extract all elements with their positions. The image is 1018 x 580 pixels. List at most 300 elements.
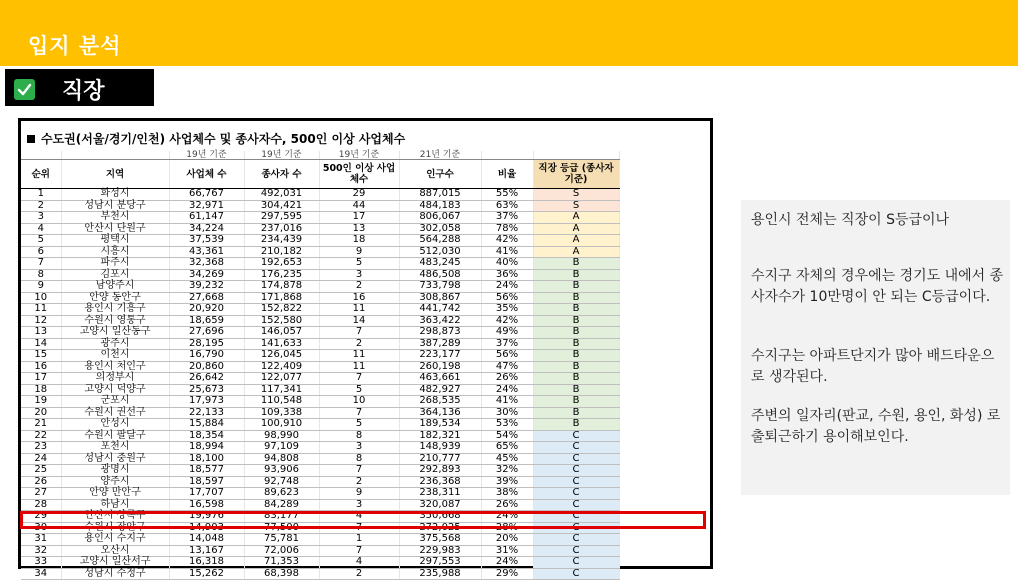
grade-cell: C bbox=[533, 522, 619, 534]
basis-cell bbox=[21, 151, 61, 160]
table-cell: 하남시 bbox=[61, 499, 169, 511]
table-cell: 21 bbox=[21, 419, 61, 431]
table-cell: 189,534 bbox=[399, 419, 481, 431]
table-cell: 4 bbox=[21, 223, 61, 235]
table-cell: 34,224 bbox=[169, 223, 244, 235]
table-cell: 13,167 bbox=[169, 545, 244, 557]
table-cell: 28% bbox=[481, 522, 533, 534]
table-cell: 223,177 bbox=[399, 350, 481, 362]
table-cell: 11 bbox=[319, 304, 399, 316]
table-cell: 37% bbox=[481, 212, 533, 224]
table-cell: 2 bbox=[319, 568, 399, 580]
table-cell: 20,920 bbox=[169, 304, 244, 316]
checkbox-icon bbox=[14, 79, 35, 100]
table-cell: 4 bbox=[319, 557, 399, 569]
table-row bbox=[21, 407, 619, 419]
table-cell: 성남시 중원구 bbox=[61, 453, 169, 465]
table-cell: 16 bbox=[21, 361, 61, 373]
table-cell: 97,109 bbox=[244, 442, 319, 454]
table-cell: 887,015 bbox=[399, 189, 481, 201]
table-cell: 28 bbox=[21, 499, 61, 511]
table-cell: 364,136 bbox=[399, 407, 481, 419]
table-cell: 26% bbox=[481, 499, 533, 511]
table-cell: 41% bbox=[481, 396, 533, 408]
table-cell: 27,668 bbox=[169, 292, 244, 304]
table-cell: 56% bbox=[481, 292, 533, 304]
table-cell: 30% bbox=[481, 407, 533, 419]
table-row bbox=[21, 419, 619, 431]
table-cell: 9 bbox=[319, 488, 399, 500]
table-row bbox=[21, 499, 619, 511]
table-cell: 9 bbox=[319, 246, 399, 258]
table-row bbox=[21, 534, 619, 546]
basis-cell bbox=[533, 151, 619, 160]
grade-cell: C bbox=[533, 499, 619, 511]
table-cell: 68,398 bbox=[244, 568, 319, 580]
table-cell: 117,341 bbox=[244, 384, 319, 396]
table-cell: 2 bbox=[319, 281, 399, 293]
table-cell: 28,195 bbox=[169, 338, 244, 350]
column-header: 종사자 수 bbox=[244, 160, 319, 189]
column-header: 인구수 bbox=[399, 160, 481, 189]
header-row bbox=[21, 160, 619, 189]
table-cell: 18,659 bbox=[169, 315, 244, 327]
grade-cell: B bbox=[533, 361, 619, 373]
table-cell: 292,893 bbox=[399, 465, 481, 477]
table-row bbox=[21, 315, 619, 327]
table-cell: 31 bbox=[21, 534, 61, 546]
table-cell: 61,147 bbox=[169, 212, 244, 224]
table-cell: 17 bbox=[21, 373, 61, 385]
table-cell: 32,971 bbox=[169, 200, 244, 212]
table-cell: 268,535 bbox=[399, 396, 481, 408]
table-cell: 양주시 bbox=[61, 476, 169, 488]
table-cell: 15 bbox=[21, 350, 61, 362]
column-header: 사업체 수 bbox=[169, 160, 244, 189]
table-cell: 18 bbox=[319, 235, 399, 247]
table-cell: 89,623 bbox=[244, 488, 319, 500]
table-cell: 32% bbox=[481, 465, 533, 477]
table-row bbox=[21, 568, 619, 580]
table-cell: 806,067 bbox=[399, 212, 481, 224]
table-cell: 17,707 bbox=[169, 488, 244, 500]
table-cell: 8 bbox=[21, 269, 61, 281]
table-cell: 39,232 bbox=[169, 281, 244, 293]
table-cell: 15,262 bbox=[169, 568, 244, 580]
table-cell: 512,030 bbox=[399, 246, 481, 258]
column-header: 직장 등급 (종사자 기준) bbox=[533, 160, 619, 189]
table-cell: 45% bbox=[481, 453, 533, 465]
table-row bbox=[21, 453, 619, 465]
column-header: 비율 bbox=[481, 160, 533, 189]
table-cell: 안양 동안구 bbox=[61, 292, 169, 304]
grade-cell: B bbox=[533, 419, 619, 431]
table-cell: 10 bbox=[319, 396, 399, 408]
table-cell: 387,289 bbox=[399, 338, 481, 350]
table-cell: 18,994 bbox=[169, 442, 244, 454]
table-cell: 63% bbox=[481, 200, 533, 212]
table-cell: 수원시 팔달구 bbox=[61, 430, 169, 442]
table-row bbox=[21, 373, 619, 385]
table-cell: 5 bbox=[319, 419, 399, 431]
grade-cell: C bbox=[533, 488, 619, 500]
table-cell: 42% bbox=[481, 315, 533, 327]
table-cell: 32 bbox=[21, 545, 61, 557]
header-bar bbox=[0, 0, 1018, 66]
table-cell: 31% bbox=[481, 545, 533, 557]
basis-cell: 19년 기준 bbox=[319, 151, 399, 160]
grade-cell: B bbox=[533, 258, 619, 270]
table-cell: 109,338 bbox=[244, 407, 319, 419]
table-cell: 수원시 영통구 bbox=[61, 315, 169, 327]
table-cell: 20 bbox=[21, 407, 61, 419]
table-cell: 2 bbox=[21, 200, 61, 212]
grade-cell: B bbox=[533, 281, 619, 293]
table-row bbox=[21, 200, 619, 212]
table-cell: 18,577 bbox=[169, 465, 244, 477]
table-cell: 29% bbox=[481, 568, 533, 580]
table-cell: 297,595 bbox=[244, 212, 319, 224]
table-cell: 29 bbox=[319, 189, 399, 201]
grade-cell: C bbox=[533, 476, 619, 488]
table-cell: 41% bbox=[481, 246, 533, 258]
grade-cell: A bbox=[533, 235, 619, 247]
table-cell: 3 bbox=[319, 442, 399, 454]
table-cell: 4 bbox=[319, 511, 399, 523]
column-header: 순위 bbox=[21, 160, 61, 189]
table-cell: 6 bbox=[21, 246, 61, 258]
table-cell: 43,361 bbox=[169, 246, 244, 258]
table-cell: 2 bbox=[319, 338, 399, 350]
table-cell: 광명시 bbox=[61, 465, 169, 477]
table-cell: 492,031 bbox=[244, 189, 319, 201]
table-cell: 14 bbox=[21, 338, 61, 350]
table-cell: 수원시 장안구 bbox=[61, 522, 169, 534]
table-cell: 16,318 bbox=[169, 557, 244, 569]
table-row bbox=[21, 327, 619, 339]
table-cell: 77,500 bbox=[244, 522, 319, 534]
table-cell: 24% bbox=[481, 281, 533, 293]
column-header: 500인 이상 사업체수 bbox=[319, 160, 399, 189]
table-cell: 1 bbox=[21, 189, 61, 201]
basis-cell: 19년 기준 bbox=[169, 151, 244, 160]
table-cell: 482,927 bbox=[399, 384, 481, 396]
table-cell: 192,653 bbox=[244, 258, 319, 270]
table-cell: 평택시 bbox=[61, 235, 169, 247]
grade-cell: B bbox=[533, 315, 619, 327]
table-cell: 안성시 bbox=[61, 419, 169, 431]
table-cell: 수원시 권선구 bbox=[61, 407, 169, 419]
table-cell: 16,598 bbox=[169, 499, 244, 511]
table-cell: 7 bbox=[319, 545, 399, 557]
table-cell: 35% bbox=[481, 304, 533, 316]
table-cell: 37,539 bbox=[169, 235, 244, 247]
table-row bbox=[21, 488, 619, 500]
table-cell: 안산시 단원구 bbox=[61, 223, 169, 235]
table-cell: 18,597 bbox=[169, 476, 244, 488]
table-cell: 용인시 기흥구 bbox=[61, 304, 169, 316]
note-paragraph-3: 수지구는 아파트단지가 많아 배드타운으로 생각된다. bbox=[751, 348, 995, 385]
table-cell: 71,353 bbox=[244, 557, 319, 569]
table-cell: 38% bbox=[481, 488, 533, 500]
grade-cell: A bbox=[533, 212, 619, 224]
grade-cell: B bbox=[533, 373, 619, 385]
grade-cell: C bbox=[533, 568, 619, 580]
table-cell: 210,777 bbox=[399, 453, 481, 465]
basis-cell bbox=[61, 151, 169, 160]
table-cell: 용인시 수지구 bbox=[61, 534, 169, 546]
table-cell: 17,973 bbox=[169, 396, 244, 408]
grade-cell: C bbox=[533, 453, 619, 465]
table-cell: 24 bbox=[21, 453, 61, 465]
table-cell: 350,668 bbox=[399, 511, 481, 523]
table-row bbox=[21, 545, 619, 557]
table-cell: 김포시 bbox=[61, 269, 169, 281]
table-cell: 94,808 bbox=[244, 453, 319, 465]
table-cell: 의정부시 bbox=[61, 373, 169, 385]
table-cell: 24% bbox=[481, 557, 533, 569]
table-cell: 260,198 bbox=[399, 361, 481, 373]
table-row bbox=[21, 557, 619, 569]
grade-cell: S bbox=[533, 200, 619, 212]
table-cell: 14,903 bbox=[169, 522, 244, 534]
table-cell: 83,177 bbox=[244, 511, 319, 523]
table-cell: 92,748 bbox=[244, 476, 319, 488]
table-cell: 302,058 bbox=[399, 223, 481, 235]
table-cell: 25,673 bbox=[169, 384, 244, 396]
table-cell: 20,860 bbox=[169, 361, 244, 373]
grade-cell: B bbox=[533, 338, 619, 350]
table-cell: 229,983 bbox=[399, 545, 481, 557]
grade-cell: B bbox=[533, 384, 619, 396]
table-row bbox=[21, 269, 619, 281]
table-cell: 122,409 bbox=[244, 361, 319, 373]
table-row bbox=[21, 350, 619, 362]
table-title: 수도권(서울/경기/인천) 사업체수 및 종사자수, 500인 이상 사업체수 bbox=[27, 130, 405, 147]
table-cell: 72,006 bbox=[244, 545, 319, 557]
table-cell: 9 bbox=[21, 281, 61, 293]
table-cell: 65% bbox=[481, 442, 533, 454]
table-cell: 18,354 bbox=[169, 430, 244, 442]
table-cell: 176,235 bbox=[244, 269, 319, 281]
section-title: 직장 bbox=[62, 79, 105, 104]
basis-cell: 19년 기준 bbox=[244, 151, 319, 160]
table-cell: 16,790 bbox=[169, 350, 244, 362]
table-cell: 11 bbox=[21, 304, 61, 316]
table-cell: 17 bbox=[319, 212, 399, 224]
table-cell: 308,867 bbox=[399, 292, 481, 304]
table-cell: 3 bbox=[21, 212, 61, 224]
table-cell: 375,568 bbox=[399, 534, 481, 546]
table-cell: 5 bbox=[21, 235, 61, 247]
table-cell: 210,182 bbox=[244, 246, 319, 258]
table-cell: 441,742 bbox=[399, 304, 481, 316]
table-cell: 용인시 처인구 bbox=[61, 361, 169, 373]
table-row bbox=[21, 281, 619, 293]
basis-cell: 21년 기준 bbox=[399, 151, 481, 160]
table-cell: 66,767 bbox=[169, 189, 244, 201]
table-cell: 363,422 bbox=[399, 315, 481, 327]
table-row bbox=[21, 384, 619, 396]
table-cell: 141,633 bbox=[244, 338, 319, 350]
table-cell: 1 bbox=[319, 534, 399, 546]
table-row bbox=[21, 396, 619, 408]
table-cell: 13 bbox=[21, 327, 61, 339]
table-row bbox=[21, 430, 619, 442]
table-cell: 24% bbox=[481, 384, 533, 396]
table-cell: 298,873 bbox=[399, 327, 481, 339]
table-cell: 포천시 bbox=[61, 442, 169, 454]
highlight-box bbox=[20, 511, 706, 529]
grade-cell: C bbox=[533, 511, 619, 523]
grade-cell: C bbox=[533, 534, 619, 546]
table-cell: 안양 만안구 bbox=[61, 488, 169, 500]
table-cell: 182,321 bbox=[399, 430, 481, 442]
grade-cell: B bbox=[533, 304, 619, 316]
table-cell: 25 bbox=[21, 465, 61, 477]
table-cell: 안산시 상록구 bbox=[61, 511, 169, 523]
table-cell: 22,133 bbox=[169, 407, 244, 419]
table-cell: 5 bbox=[319, 258, 399, 270]
table-cell: 20% bbox=[481, 534, 533, 546]
table-cell: 고양시 일산동구 bbox=[61, 327, 169, 339]
table-cell: 26,642 bbox=[169, 373, 244, 385]
table-cell: 235,988 bbox=[399, 568, 481, 580]
grade-cell: B bbox=[533, 350, 619, 362]
table-cell: 272,025 bbox=[399, 522, 481, 534]
table-cell: 320,087 bbox=[399, 499, 481, 511]
table-cell: 75,781 bbox=[244, 534, 319, 546]
table-cell: 36% bbox=[481, 269, 533, 281]
square-bullet-icon bbox=[27, 135, 35, 143]
table-cell: 남양주시 bbox=[61, 281, 169, 293]
table-cell: 234,439 bbox=[244, 235, 319, 247]
table-cell: 152,822 bbox=[244, 304, 319, 316]
table-cell: 122,077 bbox=[244, 373, 319, 385]
table-cell: 화성시 bbox=[61, 189, 169, 201]
table-cell: 34,269 bbox=[169, 269, 244, 281]
table-cell: 24% bbox=[481, 511, 533, 523]
table-cell: 3 bbox=[319, 269, 399, 281]
note-paragraph-1: 용인시 전체는 직장이 S등급이나 bbox=[751, 212, 950, 228]
table-cell: 26% bbox=[481, 373, 533, 385]
table-cell: 7 bbox=[319, 407, 399, 419]
table-cell: 부천시 bbox=[61, 212, 169, 224]
table-row bbox=[21, 235, 619, 247]
table-cell: 군포시 bbox=[61, 396, 169, 408]
grade-cell: A bbox=[533, 223, 619, 235]
table-row bbox=[21, 258, 619, 270]
table-row bbox=[21, 338, 619, 350]
table-cell: 32,368 bbox=[169, 258, 244, 270]
table-cell: 13 bbox=[319, 223, 399, 235]
grade-cell: B bbox=[533, 327, 619, 339]
table-cell: 11 bbox=[319, 361, 399, 373]
table-cell: 56% bbox=[481, 350, 533, 362]
workplace-table bbox=[18, 118, 713, 579]
table-row bbox=[21, 189, 619, 201]
grade-cell: B bbox=[533, 269, 619, 281]
table-cell: 564,288 bbox=[399, 235, 481, 247]
table-row bbox=[21, 304, 619, 316]
table-cell: 고양시 덕양구 bbox=[61, 384, 169, 396]
basis-cell bbox=[481, 151, 533, 160]
table-cell: 14 bbox=[319, 315, 399, 327]
grade-cell: C bbox=[533, 545, 619, 557]
table-cell: 19,976 bbox=[169, 511, 244, 523]
table-cell: 성남시 분당구 bbox=[61, 200, 169, 212]
table-cell: 483,245 bbox=[399, 258, 481, 270]
table-cell: 파주시 bbox=[61, 258, 169, 270]
table-cell: 297,553 bbox=[399, 557, 481, 569]
note-paragraph-2: 수지구 자체의 경우에는 경기도 내에서 종사자수가 10만명이 안 되는 C등급이다. bbox=[751, 268, 1004, 305]
table-cell: 16 bbox=[319, 292, 399, 304]
table-cell: 18 bbox=[21, 384, 61, 396]
table-cell: 22 bbox=[21, 430, 61, 442]
table-cell: 44 bbox=[319, 200, 399, 212]
section-label bbox=[5, 69, 154, 106]
table-cell: 광주시 bbox=[61, 338, 169, 350]
table-cell: 8 bbox=[319, 430, 399, 442]
grade-cell: S bbox=[533, 189, 619, 201]
table-cell: 33 bbox=[21, 557, 61, 569]
table-cell: 15,884 bbox=[169, 419, 244, 431]
table-cell: 7 bbox=[319, 327, 399, 339]
table-cell: 시흥시 bbox=[61, 246, 169, 258]
table-row bbox=[21, 223, 619, 235]
table-cell: 성남시 수정구 bbox=[61, 568, 169, 580]
table-row bbox=[21, 212, 619, 224]
table-cell: 34 bbox=[21, 568, 61, 580]
table-cell: 이천시 bbox=[61, 350, 169, 362]
table-cell: 37% bbox=[481, 338, 533, 350]
table-cell: 2 bbox=[319, 476, 399, 488]
grade-cell: B bbox=[533, 396, 619, 408]
table-cell: 146,057 bbox=[244, 327, 319, 339]
table-cell: 40% bbox=[481, 258, 533, 270]
table-cell: 148,939 bbox=[399, 442, 481, 454]
table-cell: 18,100 bbox=[169, 453, 244, 465]
table-cell: 7 bbox=[319, 373, 399, 385]
table-cell: 53% bbox=[481, 419, 533, 431]
table-cell: 11 bbox=[319, 350, 399, 362]
table-row bbox=[21, 442, 619, 454]
table-cell: 84,289 bbox=[244, 499, 319, 511]
grade-cell: A bbox=[533, 246, 619, 258]
grade-cell: C bbox=[533, 430, 619, 442]
grade-cell: B bbox=[533, 407, 619, 419]
table-row bbox=[21, 476, 619, 488]
table-cell: 47% bbox=[481, 361, 533, 373]
table-cell: 7 bbox=[21, 258, 61, 270]
table-cell: 484,183 bbox=[399, 200, 481, 212]
table-cell: 733,798 bbox=[399, 281, 481, 293]
table-cell: 237,016 bbox=[244, 223, 319, 235]
table-cell: 100,910 bbox=[244, 419, 319, 431]
table-cell: 236,368 bbox=[399, 476, 481, 488]
table-cell: 463,661 bbox=[399, 373, 481, 385]
table-cell: 8 bbox=[319, 453, 399, 465]
notes-panel bbox=[741, 200, 1010, 495]
table-cell: 7 bbox=[319, 465, 399, 477]
table-cell: 7 bbox=[319, 522, 399, 534]
table-cell: 14,048 bbox=[169, 534, 244, 546]
table-cell: 10 bbox=[21, 292, 61, 304]
grade-cell: C bbox=[533, 442, 619, 454]
page-title: 입지 분석 bbox=[28, 34, 122, 58]
table-cell: 23 bbox=[21, 442, 61, 454]
table-cell: 26 bbox=[21, 476, 61, 488]
